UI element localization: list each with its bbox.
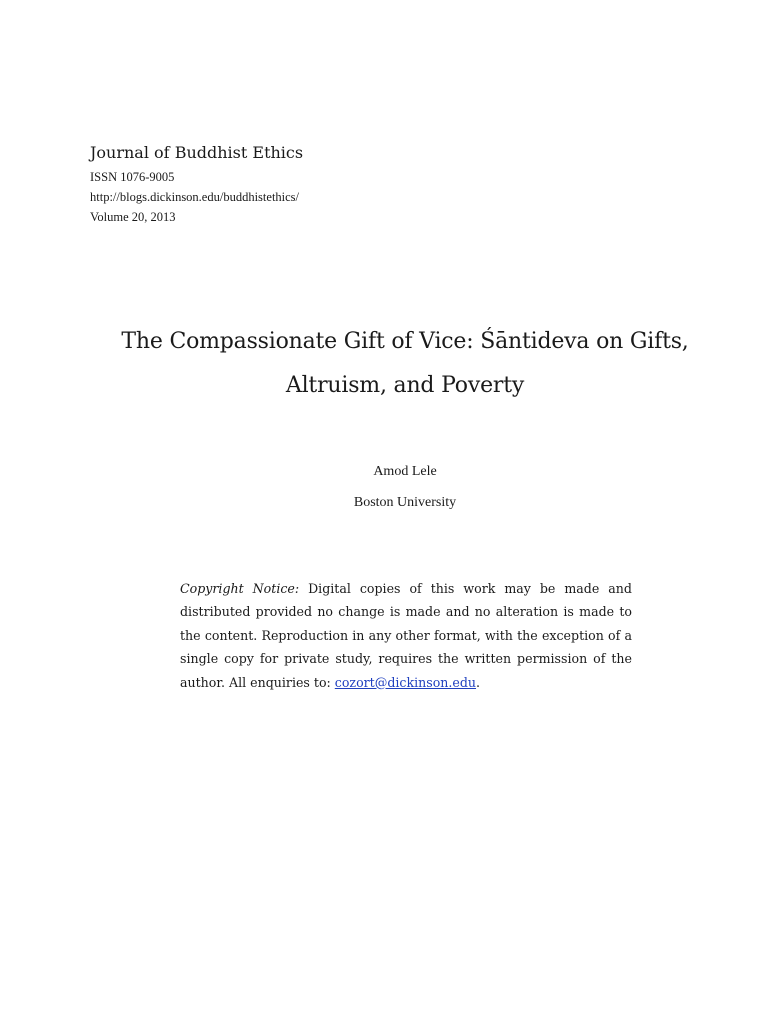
journal-header [90, 143, 490, 227]
journal-volume: Volume 20, 2013 [90, 210, 176, 224]
copyright-end: . [476, 674, 481, 690]
copyright-notice [180, 577, 632, 694]
paper-title-line-1: The Compassionate Gift of Vice: Śāntideva on Gifts, [121, 329, 689, 354]
journal-url: http://blogs.dickinson.edu/buddhistethics/ [90, 190, 300, 204]
author-affiliation: Boston University [353, 495, 457, 510]
author-name: Amod Lele [373, 464, 437, 479]
contact-email-link[interactable]: cozort@dickinson.edu [334, 674, 477, 690]
journal-name: Journal of Buddhist Ethics [90, 143, 304, 162]
journal-issn: ISSN 1076-9005 [90, 170, 175, 184]
paper-title [90, 320, 720, 408]
copyright-text: Digital copies of this work may be made and distributed provided no change is made and no alteration is made to the content. Reproduction in any other format, with the exception of a single copy for private study, requires the written permission of the author. All enquiries to: [180, 581, 632, 690]
author-block [90, 456, 720, 518]
paper-title-line-2: Altruism, and Poverty [285, 373, 525, 398]
copyright-label: Copyright Notice: [180, 581, 300, 596]
